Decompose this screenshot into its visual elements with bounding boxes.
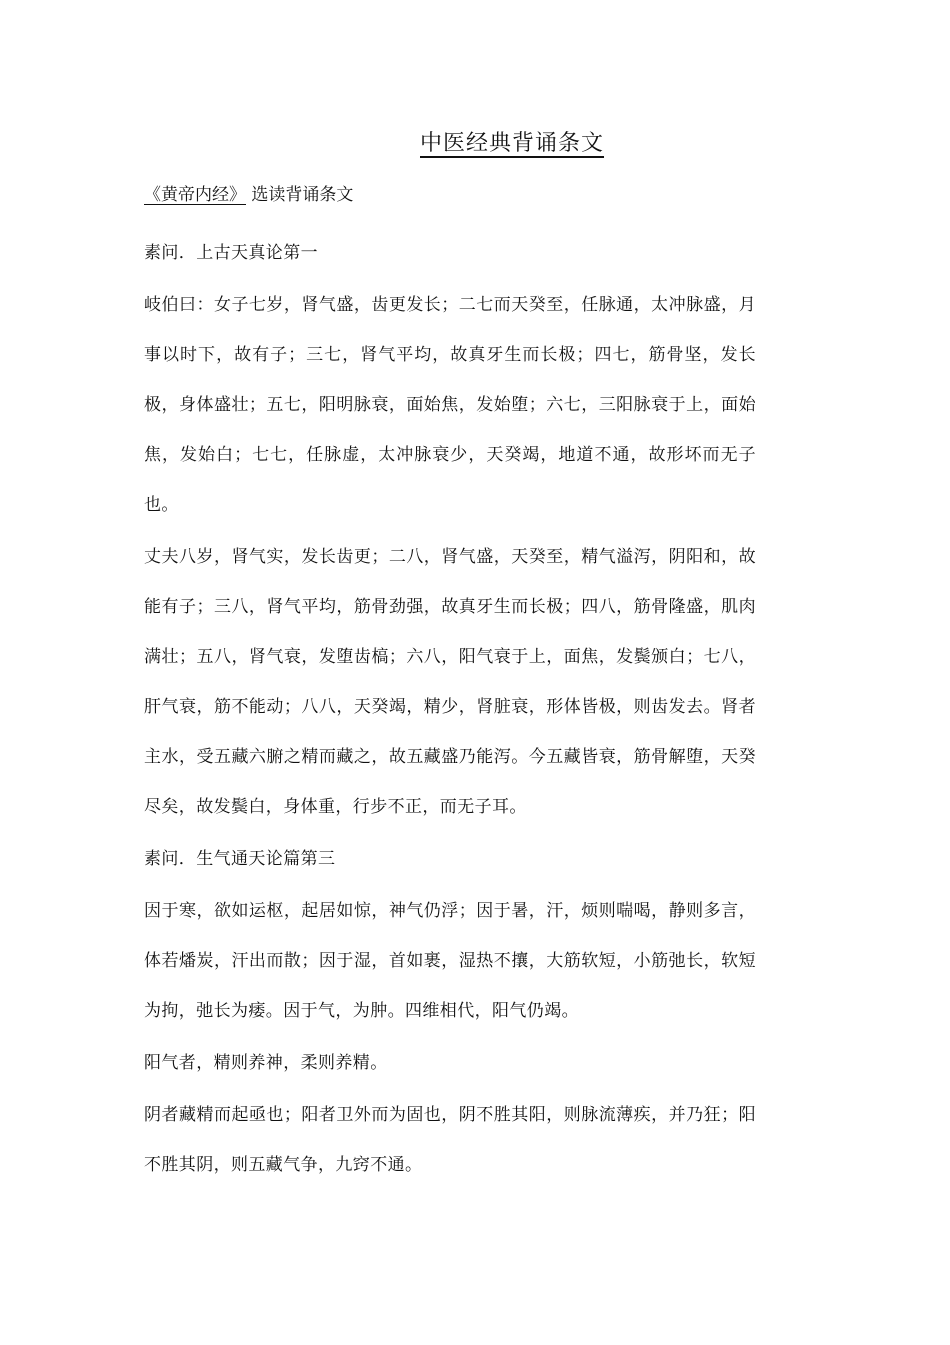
paragraph: 岐伯曰：女子七岁，肾气盛，齿更发长；二七而天癸至，任脉通，太冲脉盛，月事以时下，故有子；三七，肾气平均，故真牙生而长极；四七，筋骨坚，发长极，身体盛壮；五七，阳明脉衰，面始焦，发始堕；六七，三阳脉衰于上，面始焦，发始白；七七，任脉虚，太冲脉衰少，天癸竭，地道不通，故形坏而无子也。 — [144, 295, 756, 515]
chapter-heading: 素问．生气通天论篇第三 — [144, 849, 336, 869]
paragraph: 阳气者，精则养神，柔则养精。 — [144, 1053, 388, 1073]
book-title: 《黄帝内经》 — [144, 185, 246, 205]
page-title — [420, 126, 604, 157]
paragraph: 丈夫八岁，肾气实，发长齿更；二八，肾气盛，天癸至，精气溢泻，阴阳和，故能有子；三八，肾气平均，筋骨劲强，故真牙生而长极；四八，筋骨隆盛，肌肉满壮；五八，肾气衰，发堕齿槁；六八，阳气衰于上，面焦，发鬓颁白；七八，肝气衰，筋不能动；八八，天癸竭，精少，肾脏衰，形体皆极，则齿发去。肾者主水，受五藏六腑之精而藏之，故五藏盛乃能泻。今五藏皆衰，筋骨解堕，天癸尽矣，故发鬓白，身体重，行步不正，而无子耳。 — [144, 547, 756, 817]
section-subtitle — [144, 180, 353, 205]
paragraph: 阴者藏精而起亟也；阳者卫外而为固也，阴不胜其阳，则脉流薄疾，并乃狂；阳不胜其阴，则五藏气争，九窍不通。 — [144, 1105, 756, 1175]
document-body — [144, 228, 756, 1192]
page-title-text: 中医经典背诵条文 — [420, 131, 605, 156]
chapter-heading: 素问．上古天真论第一 — [144, 243, 318, 263]
paragraph: 因于寒，欲如运枢，起居如惊，神气仍浮；因于暑，汗，烦则喘喝，静则多言，体若燔炭，汗出而散；因于湿，首如裹，湿热不攘，大筋软短，小筋弛长，软短为拘，弛长为痿。因于气，为肿。四维相代，阳气仍竭。 — [144, 901, 756, 1021]
subtitle-text: 选读背诵条文 — [251, 185, 354, 205]
